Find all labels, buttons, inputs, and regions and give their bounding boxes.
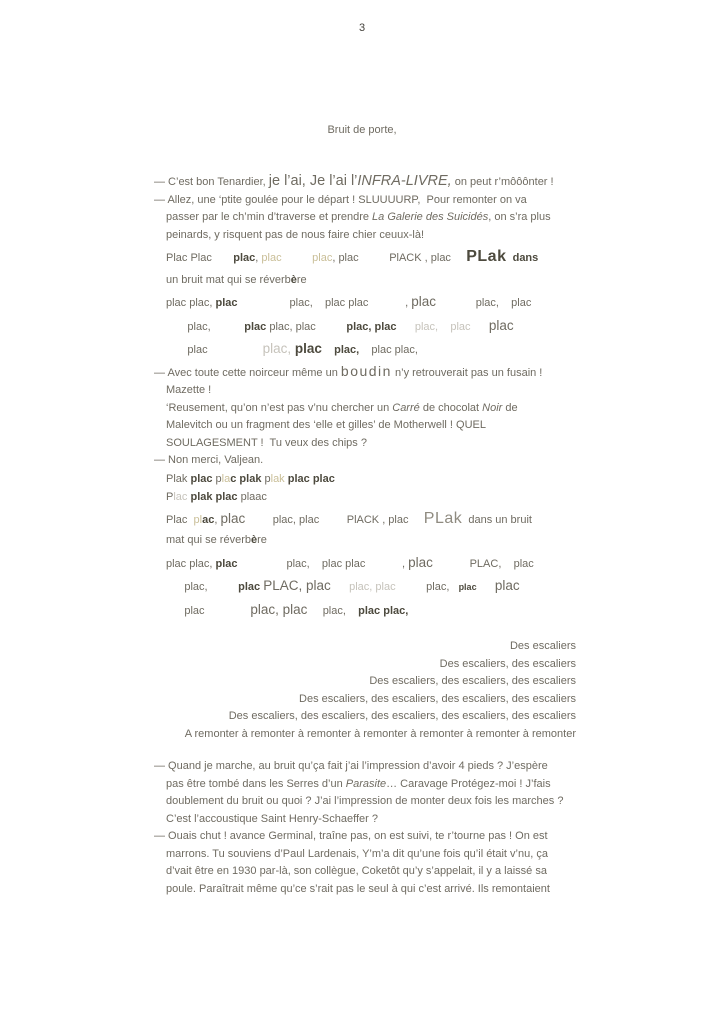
text-segment: — Avec toute cette noirceur même un (154, 366, 341, 379)
text-segment: PLAC, plac (469, 557, 534, 570)
text-segment: plac (220, 510, 246, 526)
text-segment: c (230, 472, 237, 485)
text-segment: doublement du bruit ou quoi ? J’ai l’impression de monter deux fois les marches ? (166, 795, 564, 807)
paragraph (154, 192, 590, 245)
page-title: Bruit de porte, (327, 124, 397, 136)
text-segment (438, 321, 450, 333)
text-segment: SOULAGESMENT ! Tu veux des chips ? (166, 436, 367, 449)
text-segment: dans (512, 252, 539, 264)
text-segment: plak plac (190, 490, 238, 503)
text-segment (282, 252, 313, 264)
paragraph (154, 173, 590, 192)
plac-line (166, 291, 724, 315)
text-segment: dans un bruit (462, 513, 532, 526)
text-body (0, 173, 724, 898)
text-segment: mat qui se réverb (166, 533, 251, 546)
text-segment: pl (193, 513, 203, 526)
text-segment (396, 581, 427, 593)
text-segment: lac (173, 490, 188, 503)
text-segment (331, 581, 349, 593)
text-segment: — Non merci, Valjean. (154, 454, 264, 466)
text-segment: plac (238, 581, 261, 593)
text-segment: plac, (262, 341, 295, 356)
text-segment: PLak (466, 248, 507, 265)
text-segment: PLAC, plac (263, 578, 331, 593)
text-segment: plac (215, 297, 238, 309)
text-segment (368, 297, 405, 309)
text-segment: Des escaliers, des escaliers (439, 657, 576, 670)
text-segment: Des escaliers, des escaliers, des escaliers (369, 675, 576, 687)
text-segment: plac (488, 317, 514, 333)
text-segment: Parasite (345, 777, 387, 790)
text-segment (245, 514, 273, 526)
text-segment: pas être tombé dans les Serres d’un (166, 777, 346, 790)
text-segment: Des escaliers, des escaliers, des escaliers, des escaliers, des escaliers (228, 710, 576, 722)
text-segment: plac (494, 578, 520, 593)
plac-line (166, 488, 724, 506)
text-segment: — Quand je marche, au bruit qu’ça fait j’ai l’impression d’avoir 4 pieds ? J’espère (154, 760, 548, 772)
text-segment: plac (408, 554, 433, 570)
plac-line (166, 246, 724, 270)
text-segment: PlACK , plac (346, 513, 424, 526)
text-segment: Plac Plac (166, 252, 234, 264)
paragraph (154, 452, 590, 470)
plac-line (166, 470, 724, 488)
escalier-line (154, 726, 590, 744)
text-segment: , (405, 297, 412, 309)
text-segment: Mazette ! (166, 384, 212, 396)
plac-line (166, 509, 724, 550)
text-segment: plac plac, (166, 297, 216, 309)
text-segment: C’est l’accoustique Saint Henry-Schaeffer ? (166, 812, 378, 825)
text-segment: PlACK , plac (389, 252, 467, 264)
text-segment: Des escaliers, des escaliers, des escaliers, des escaliers (299, 692, 576, 705)
text-segment: plac (166, 604, 251, 617)
paragraph (154, 363, 590, 453)
text-segment (477, 581, 495, 593)
page-number: 3 (358, 22, 366, 34)
text-segment: , (255, 252, 262, 264)
text-segment: marrons. Tu souviens d’Paul Lardenais, Y’m’a dit qu’une fois qu’il était v’nu, ça (166, 847, 548, 860)
text-segment: plac plac (287, 472, 335, 485)
text-segment: Noir (482, 401, 503, 414)
text-segment: , on s’ra plus (488, 211, 551, 223)
text-segment: plac (261, 252, 282, 264)
text-segment: plac, plac (475, 297, 532, 309)
text-segment: un bruit mat qui se réverb (166, 273, 291, 286)
text-segment: plac, (166, 581, 239, 593)
text-segment: de (502, 401, 518, 414)
text-segment: d’vait être en 1930 par-là, son collègue, Coketôt qu’y s’appelait, il y a laissé sa (166, 865, 547, 877)
text-segment: plac, (166, 320, 245, 333)
text-segment (319, 514, 347, 526)
text-segment: plac, (322, 604, 359, 617)
text-segment: Plac (166, 513, 194, 526)
text-segment: Plak (166, 472, 191, 485)
text-segment: — Allez, une ‘ptite goulée pour le départ ! SLUUUURP, Pour remonter on va (154, 193, 527, 206)
text-segment: re (296, 273, 307, 286)
text-segment: boudin (340, 362, 392, 379)
text-segment (307, 605, 322, 617)
paragraph (154, 828, 590, 898)
escalier-line (154, 656, 590, 674)
text-segment: passer par le ch’min d’traverse et prendre (166, 211, 373, 223)
text-segment: è (290, 273, 297, 286)
escalier-line (154, 708, 590, 726)
text-segment: plac, plac (272, 513, 320, 526)
text-segment: plac, plac plac (286, 557, 366, 570)
text-segment: plac, plac (346, 320, 397, 333)
text-segment: plak (239, 472, 262, 485)
text-segment: n’y retrouverait pas un fusain ! (391, 366, 543, 379)
escalier-line (154, 638, 590, 656)
text-segment: plac, plac plac (289, 297, 369, 309)
text-segment: re (257, 533, 267, 546)
text-segment: … Caravage Protégez-moi ! J’fais (386, 777, 551, 790)
text-segment: , (402, 557, 409, 570)
text-segment: p (212, 472, 222, 485)
text-segment: plac (312, 252, 333, 264)
text-segment: , (214, 513, 221, 526)
plac-line (166, 575, 724, 599)
text-segment: La Galerie des Suicidés (372, 211, 489, 223)
text-segment: PLak (423, 509, 463, 527)
text-segment: plac, plac (250, 601, 308, 617)
text-segment: je l’ai, Je l’ai l’ (268, 173, 358, 189)
text-segment (365, 558, 402, 570)
text-segment: plac (190, 472, 213, 485)
plac-line (166, 552, 724, 576)
text-segment: — Ouais chut ! avance Germinal, traîne pas, on est suivi, te r’tourne pas ! On est (154, 830, 548, 842)
text-segment: plac plac, (359, 344, 418, 356)
text-segment: peinards, y risquent pas de nous faire chier ceuux-là! (166, 228, 425, 241)
text-segment: plac (294, 341, 322, 356)
text-segment: è (250, 533, 258, 546)
text-segment (436, 297, 476, 309)
text-segment: ac (202, 513, 215, 526)
plac-line (166, 599, 724, 623)
plac-line (166, 315, 724, 339)
text-segment (238, 558, 287, 570)
text-segment: de chocolat (419, 401, 483, 414)
text-segment: Carré (392, 401, 420, 414)
text-segment: plac, (426, 581, 459, 593)
text-segment: plac plac, (358, 604, 409, 617)
escalier-line (154, 691, 590, 709)
text-segment: plac, plac (266, 320, 347, 333)
text-segment: — C’est bon Tenardier, (154, 176, 269, 188)
text-segment: poule. Paraîtrait même qu’ce s’rait pas le seul à qui c’est arrivé. Ils remontaient (166, 882, 550, 895)
text-segment: plac plac, (166, 557, 216, 570)
plac-line (166, 338, 724, 362)
text-segment: plac (458, 582, 477, 592)
escalier-line (154, 673, 590, 691)
text-segment: P (166, 490, 174, 503)
text-segment: plac (166, 344, 263, 356)
text-segment (397, 321, 415, 333)
text-segment (471, 321, 489, 333)
text-segment: plac (411, 294, 436, 309)
text-segment: Des escaliers (509, 640, 576, 652)
plac-line (166, 270, 724, 292)
text-segment: on peut r’môôônter ! (451, 176, 554, 188)
text-segment: plac (450, 320, 471, 333)
text-segment: plac, (414, 320, 439, 333)
text-segment: lak (270, 472, 285, 485)
text-segment: A remonter à remonter à remonter à remonter à remonter à remonter à remonter (184, 727, 576, 740)
text-segment: la (221, 472, 231, 485)
text-segment: plac (244, 320, 267, 333)
text-segment: Malevitch ou un fragment des ‘elle et gilles’ de Motherwell ! QUEL (166, 419, 486, 431)
text-segment (238, 297, 290, 309)
text-segment: plac, plac (349, 581, 396, 593)
paragraph (154, 758, 590, 828)
text-segment: INFRA-LIVRE, (357, 173, 452, 189)
text-segment: p (261, 472, 271, 485)
text-segment (433, 558, 470, 570)
text-segment: ‘Reusement, qu’on n’est pas v’nu chercher un (166, 401, 393, 414)
text-segment: , plac (332, 252, 390, 264)
text-segment: plac (233, 252, 256, 264)
text-segment: plac (215, 557, 238, 570)
text-segment: plaac (237, 490, 267, 503)
text-segment (322, 344, 334, 356)
text-segment: plac, (334, 344, 360, 356)
